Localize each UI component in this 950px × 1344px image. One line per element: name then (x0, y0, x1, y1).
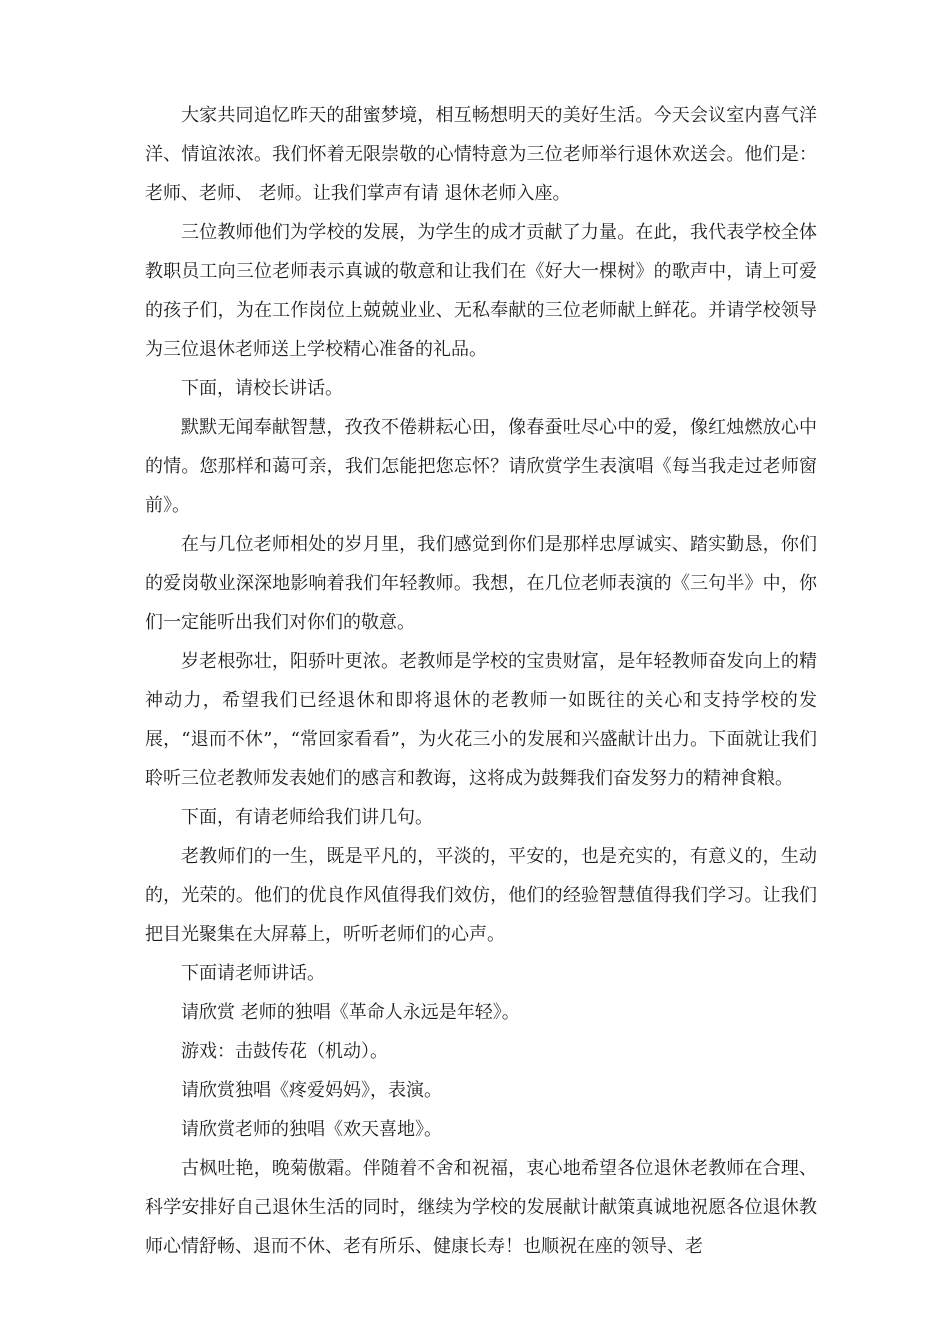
paragraph-solo-song-3: 请欣赏老师的独唱《欢天喜地》。 (181, 1119, 442, 1140)
paragraph-principal-speech: 下面，请校长讲话。 (181, 378, 343, 399)
document-page (145, 96, 817, 1266)
paragraph-years-together: 在与几位老师相处的岁月里，我们感觉到你们是那样忠厚诚实、踏实勤恳，你们的爱岗敬业深深地影响着我们年轻教师。我想，在几位老师表演的《三句半》中，你们一定能听出我们对你们的敬意。 (145, 534, 817, 633)
paragraph-welcome: 大家共同追忆昨天的甜蜜梦境，相互畅想明天的美好生活。今天会议室内喜气洋洋、情谊浓浓。我们怀着无限崇敬的心情特意为三位老师举行退休欢送会。他们是： 老师、老师、 老师。让我们掌声有请 退休老师入座。 (145, 105, 817, 204)
paragraph-treasure: 岁老根弥壮，阳骄叶更浓。老教师是学校的宝贵财富，是年轻教师奋发向上的精神动力，希望我们已经退休和即将退休的老教师一如既往的关心和支持学校的发展，“退而不休”，“常回家看看”，为火花三小的发展和兴盛献计出力。下面就让我们聆听三位老教师发表她们的感言和教诲，这将成为鼓舞我们奋发努力的精神食粮。 (145, 651, 817, 789)
paragraph-tribute: 默默无闻奉献智慧，孜孜不倦耕耘心田，像春蚕吐尽心中的爱，像红烛燃放心中的情。您那样和蔼可亲，我们怎能把您忘怀？请欣赏学生表演唱《每当我走过老师窗前》。 (145, 417, 817, 516)
paragraph-solo-song-2: 请欣赏独唱《疼爱妈妈》，表演。 (181, 1080, 442, 1101)
paragraph-closing: 古枫吐艳，晚菊傲霜。伴随着不舍和祝福，衷心地希望各位退休老教师在合理、科学安排好自己退休生活的同时，继续为学校的发展献计献策真诚地祝愿各位退休教师心情舒畅、退而不休、老有所乐、健康长寿！也顺祝在座的领导、老 (145, 1158, 817, 1257)
paragraph-lifetime: 老教师们的一生，既是平凡的，平淡的，平安的，也是充实的，有意义的，生动的，光荣的。他们的优良作风值得我们效仿，他们的经验智慧值得我们学习。让我们把目光聚集在大屏幕上，听听老师们的心声。 (145, 846, 817, 945)
paragraph-contribution: 三位教师他们为学校的发展，为学生的成才贡献了力量。在此，我代表学校全体教职员工向三位老师表示真诚的敬意和让我们在《好大一棵树》的歌声中，请上可爱的孩子们，为在工作岗位上兢兢业业、无私奉献的三位老师献上鲜花。并请学校领导为三位退休老师送上学校精心准备的礼品。 (145, 222, 817, 360)
paragraph-teacher-words: 下面，有请老师给我们讲几句。 (181, 807, 433, 828)
paragraph-teacher-speech: 下面请老师讲话。 (181, 963, 325, 984)
paragraph-game: 游戏：击鼓传花（机动）。 (181, 1041, 388, 1062)
paragraph-solo-song-1: 请欣赏 老师的独唱《革命人永远是年轻》。 (181, 1002, 520, 1023)
